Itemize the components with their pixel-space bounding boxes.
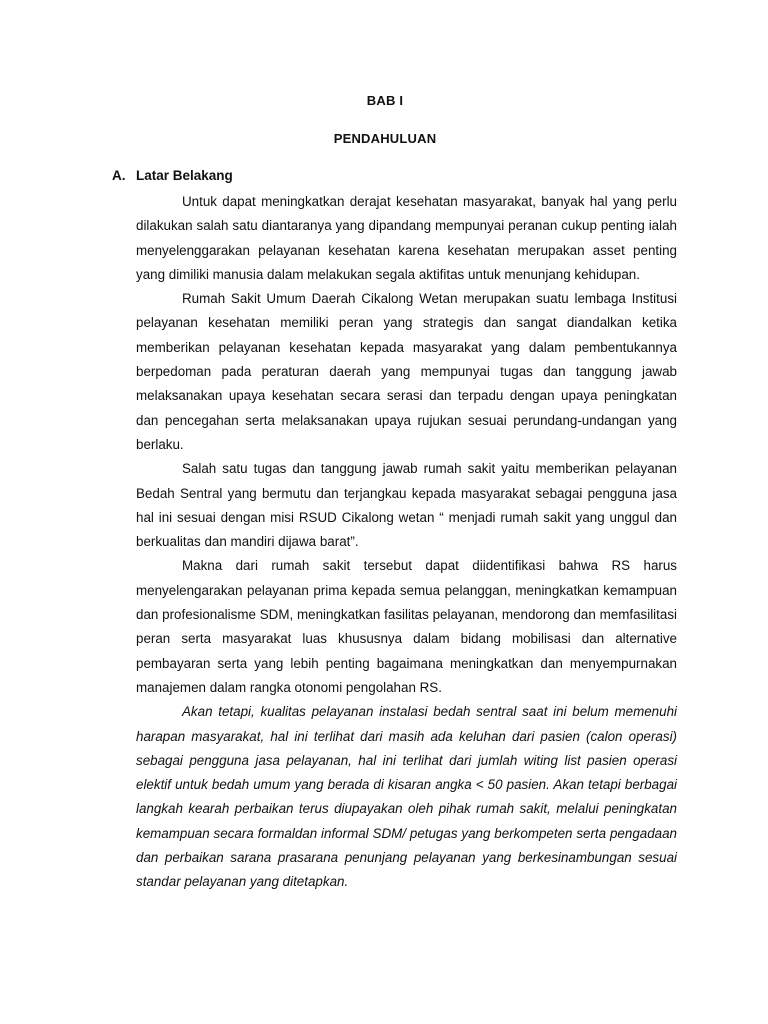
chapter-number: BAB I [366, 93, 404, 108]
paragraph: Rumah Sakit Umum Daerah Cikalong Wetan merupakan suatu lembaga Institusi pelayanan kesehatan memiliki peran yang strategis dan sangat diandalkan ketika memberikan pelayanan kesehatan kepada masyarakat yang dalam pembentukannya berpedoman pada peraturan daerah yang mempunyai tugas dan tanggung jawab melaksanakan upaya kesehatan secara serasi dan terpadu dengan upaya peningkatan dan pencegahan serta melaksanakan upaya rujukan sesuai perundang-undangan yang berlaku. [136, 291, 677, 452]
chapter-title: PENDAHULUAN [333, 131, 437, 146]
paragraph: Untuk dapat meningkatkan derajat kesehatan masyarakat, banyak hal yang perlu dilakukan salah satu diantaranya yang dipandang mempunyai peranan cukup penting ialah menyelenggarakan pelayanan kesehatan karena kesehatan merupakan asset penting yang dimiliki manusia dalam melakukan segala aktifitas untuk menunjang kehidupan. [136, 194, 677, 282]
section-letter: A. [112, 168, 126, 183]
paragraph: Makna dari rumah sakit tersebut dapat diidentifikasi bahwa RS harus menyelengarakan pelayanan prima kepada semua pelanggan, meningkatkan kemampuan dan profesionalisme SDM, meningkatkan fasilitas pelayanan, mendorong dan memfasilitasi peran serta masyarakat luas khususnya dalam bidang mobilisasi dan alternative pembayaran serta yang lebih penting bagaimana meningkatkan dan menyempurnakan manajemen dalam rangka otonomi pengolahan RS. [136, 558, 677, 695]
section-title: Latar Belakang [136, 168, 233, 183]
paragraph-italic: Akan tetapi, kualitas pelayanan instalasi bedah sentral saat ini belum memenuhi harapan masyarakat, hal ini terlihat dari masih ada keluhan dari pasien (calon operasi) sebagai pengguna jasa pelayanan, hal ini terlihat dari jumlah witing list pasien operasi elektif untuk bedah umum yang berada di kisaran angka < 50 pasien. Akan tetapi berbagai langkah kearah perbaikan terus diupayakan oleh pihak rumah sakit, melalui peningkatan kemampuan secara formaldan informal SDM/ petugas yang berkompeten serta pengadaan dan perbaikan sarana prasarana penunjang pelayanan yang berkesinambungan sesuai standar pelayanan yang ditetapkan. [136, 704, 677, 890]
body-text [136, 166, 677, 895]
paragraph: Salah satu tugas dan tanggung jawab rumah sakit yaitu memberikan pelayanan Bedah Sentral yang bermutu dan terjangkau kepada masyarakat sebagai pengguna jasa hal ini sesuai dengan misi RSUD Cikalong wetan “ menjadi rumah sakit yang unggul dan berkualitas dan mandiri dijawa barat”. [136, 461, 677, 550]
